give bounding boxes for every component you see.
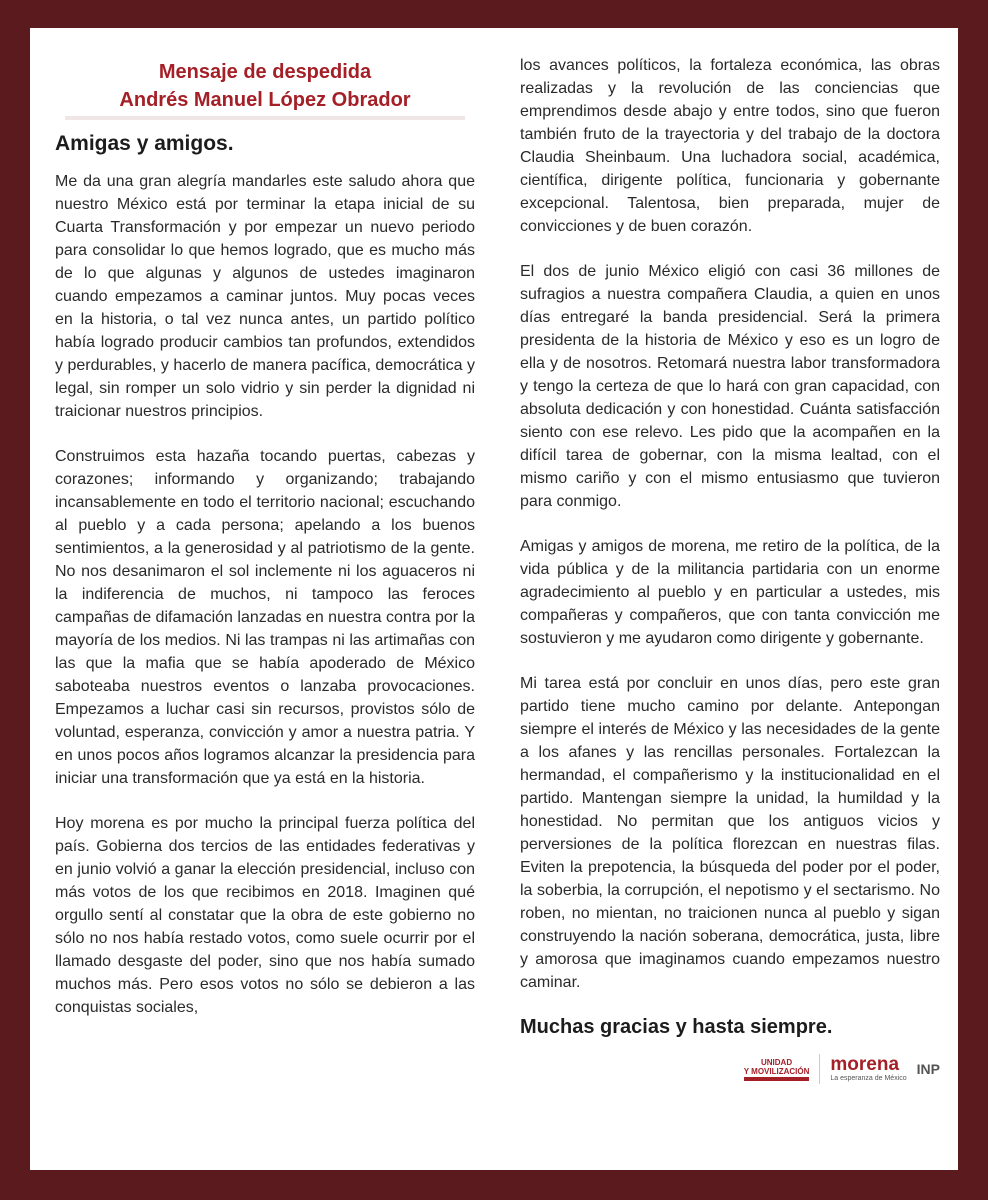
closing: Muchas gracias y hasta siempre. — [520, 1016, 833, 1038]
unidad-logo — [744, 1058, 810, 1081]
title-line-2: Andrés Manuel López Obrador — [119, 89, 411, 111]
inp-logo: INP — [916, 1061, 940, 1077]
paragraph: Hoy morena es por mucho la principal fuerza política del país. Gobierna dos tercios de las entidades federativas y en junio volvió a ganar la elección presidencial, incluso con más votos de los que recibimos en 2018. Imaginen qué orgullo sentí al constatar que la obra de este gobierno no sólo no nos había restado votos, como suele ocurrir por el llamado desgaste del poder, sino que nos había sumado muchos más. Pero esos votos no sólo se debieron a las conquistas sociales, — [55, 815, 475, 1016]
footer-logos — [520, 1054, 940, 1084]
title-line-1: Mensaje de despedida — [158, 61, 372, 83]
morena-logo-text: morena — [830, 1053, 900, 1075]
unidad-logo-bar — [744, 1077, 810, 1081]
title-divider — [65, 116, 465, 120]
morena-logo — [830, 1053, 907, 1083]
document-title — [55, 58, 475, 114]
left-column — [55, 28, 475, 1041]
paragraph: Me da una gran alegría mandarles este saludo ahora que nuestro México está por terminar la etapa inicial de su Cuarta Transformación y por empezar un nuevo periodo para consolidar lo que hemos logrado, que es mucho más de lo que algunas y algunos de ustedes imaginaron cuando empezamos a caminar juntos. Muy pocas veces en la historia, o tal vez nunca antes, un partido político había logrado producir cambios tan profundos, extendidos y perdurables, y hacerlo de manera pacífica, democrática y legal, sin romper un solo vidrio y sin perder la dignidad ni traicionar nuestros principios. — [55, 173, 475, 420]
unidad-logo-text: UNIDAD — [761, 1057, 793, 1067]
logo-divider — [819, 1054, 820, 1084]
paragraph: Mi tarea está por concluir en unos días, pero este gran partido tiene mucho camino por delante. Antepongan siempre el interés de México y las necesidades de la gente a los afanes y las rencillas personales. Fortalezcan la hermandad, el compañerismo y la institucionalidad en el partido. Mantengan siempre la unidad, la humildad y la honestidad. No permitan que los antiguos vicios y perversiones de la política florezcan en nuestras filas. Eviten la prepotencia, la búsqueda del poder por el poder, la soberbia, la corrupción, el nepotismo y el sectarismo. No roben, no mientan, no traicionen nunca al pueblo y sigan construyendo la nación soberana, democrática, justa, libre y amorosa que imaginamos cuando empezamos nuestro caminar. — [520, 675, 940, 991]
right-column — [520, 54, 940, 1084]
paragraph: Construimos esta hazaña tocando puertas, cabezas y corazones; informando y organizando; trabajando incansablemente en todo el territorio nacional; escuchando al pueblo y a cada persona; apelando a los buenos sentimientos, a la generosidad y al patriotismo de la gente. No nos desanimaron el sol inclemente ni los aguaceros ni la indiferencia de muchos, ni tampoco las feroces campañas de difamación lanzadas en nuestra contra por la mayoría de los medios. Ni las trampas ni las artimañas con las que la mafia que se había apoderado de México saboteaba nuestros eventos o lanzaba provocaciones. Empezamos a luchar casi sin recursos, provistos sólo de voluntad, esperanza, convicción y amor a nuestra patria. Y en unos pocos años logramos alcanzar la presidencia para iniciar una transformación que ya está en la historia. — [55, 448, 475, 787]
morena-tagline: La esperanza de México — [830, 1074, 907, 1082]
unidad-logo-text-2: Y MOVILIZACIÓN — [743, 1066, 810, 1076]
paragraph: Amigas y amigos de morena, me retiro de la política, de la vida pública y de la militancia partidaria con un enorme agradecimiento al pueblo y en particular a ustedes, mis compañeras y compañeros, que con tanta convicción me sostuvieron y me ayudaron como dirigente y gobernante. — [520, 538, 940, 647]
paragraph: los avances políticos, la fortaleza económica, las obras realizadas y la revolución de las conciencias que emprendimos desde abajo y entre todos, sino que fueron también fruto de la trayectoria y del trabajo de la doctora Claudia Sheinbaum. Una luchadora social, académica, científica, dirigente política, funcionaria y gobernante excepcional. Talentosa, bien preparada, mujer de convicciones y de buen corazón. — [520, 57, 940, 235]
greeting: Amigas y amigos. — [55, 132, 234, 155]
paragraph: El dos de junio México eligió con casi 36 millones de sufragios a nuestra compañera Claudia, a quien en unos días entregaré la banda presidencial. Será la primera presidenta de la historia de México y eso es un logro de ella y de nosotros. Retomará nuestra labor transformadora y tengo la certeza de que lo hará con gran capacidad, con absoluta dedicación y con honestidad. Cuánta satisfacción siento con ese relevo. Les pido que la acompañen en la difícil tarea de gobernar, con la misma lealtad, con el mismo cariño y con el mismo entusiasmo que tuvieron para conmigo. — [520, 263, 940, 510]
document-page — [30, 28, 958, 1170]
